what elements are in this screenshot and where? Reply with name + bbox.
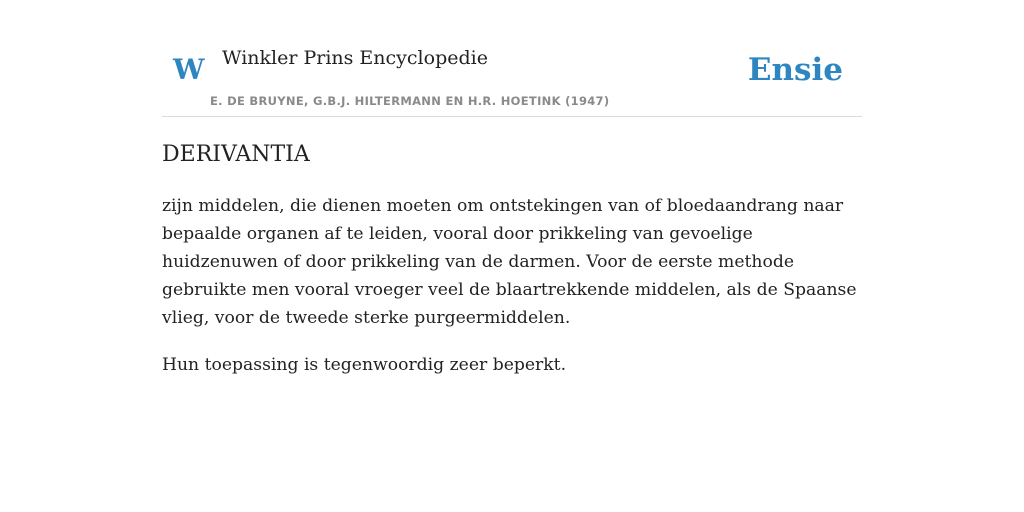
source-logo-w[interactable]: W (173, 53, 205, 86)
body-paragraph: zijn middelen, die dienen moeten om ontstekingen van of bloedaandrang naar bepaalde organen af te leiden, vooral door prikkeling van gevoelige huidzenuwen of door prikkeling van de darmen. Voor de eerste methode gebruikte men vooral vroeger veel de blaartrekkende middelen, als de Spaanse vlieg, voor de tweede sterke purgeermiddelen. (162, 196, 857, 328)
entry-body (162, 192, 862, 398)
entry-title: DERIVANTIA (162, 142, 310, 167)
header (162, 0, 862, 117)
body-paragraph: Hun toepassing is tegenwoordig zeer beperkt. (162, 355, 567, 375)
ensie-logo[interactable]: Ensie (747, 52, 843, 88)
source-title[interactable]: Winkler Prins Encyclopedie (222, 47, 488, 69)
source-authors: E. DE BRUYNE, G.B.J. HILTERMANN EN H.R. HOETINK (1947) (210, 94, 610, 108)
